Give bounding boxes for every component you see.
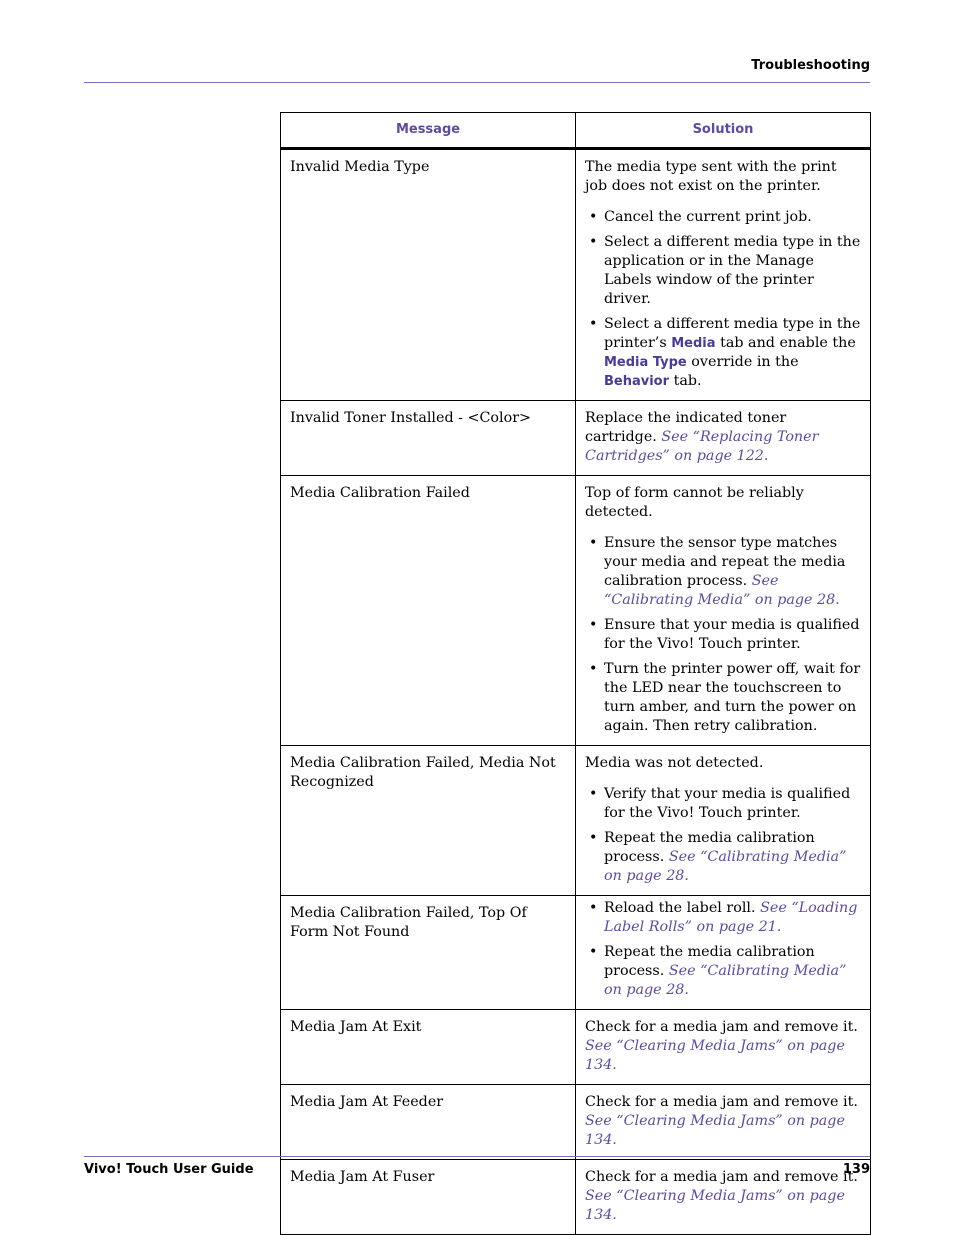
message-cell: Media Jam At Feeder [281,1085,576,1160]
list-item [585,829,861,886]
running-header: Troubleshooting [751,58,870,73]
message-cell: Media Calibration Failed, Top Of Form Not Found [281,896,576,1010]
header-rule [84,82,870,83]
cross-reference-link[interactable]: See “Clearing Media Jams” on page 134. [585,1113,845,1148]
table-row [281,746,871,896]
step-text: tab. [669,373,702,389]
message-table [280,112,871,1235]
message-cell: Invalid Media Type [281,149,576,401]
footer-guide-title: Vivo! Touch User Guide [84,1162,254,1177]
solution-cell [576,1160,871,1235]
step-text: Cancel the current print job. [604,209,812,225]
table-row [281,1085,871,1160]
message-cell: Media Calibration Failed, Media Not Recognized [281,746,576,896]
solution-steps [585,208,861,391]
solution-intro: Check for a media jam and remove it. [585,1019,858,1035]
column-header-solution: Solution [576,113,871,149]
solution-intro: Replace the indicated toner cartridge. [585,410,787,445]
solution-cell [576,476,871,746]
step-text: Select a different media type in the application or in the Manage Labels window of the printer driver. [604,234,861,307]
step-text: Repeat the media calibration process. [604,944,815,979]
table-header-row [281,113,871,149]
step-text: override in the [686,354,799,370]
table-row [281,149,871,401]
table-row [281,476,871,746]
table-row [281,401,871,476]
solution-steps [585,534,861,736]
step-text: Reload the label roll. [604,900,761,916]
step-text: Ensure the sensor type matches your media and repeat the media calibration process. [604,535,846,589]
step-text: Select a different media type in the printer’s [604,316,861,351]
solution-cell [576,149,871,401]
list-item [585,616,861,654]
table-row [281,1010,871,1085]
cross-reference-link[interactable]: See “Clearing Media Jams” on page 134. [585,1038,845,1073]
footer-rule [84,1156,870,1157]
solution-steps [585,899,861,1000]
solution-intro: Check for a media jam and remove it. [585,1169,858,1185]
solution-intro: Top of form cannot be reliably detected. [585,485,804,520]
step-text: Verify that your media is qualified for the Vivo! Touch printer. [604,786,851,821]
solution-cell [576,401,871,476]
step-text: Turn the printer power off, wait for the LED near the touchscreen to turn amber, and turn the power on again. Then retry calibration. [604,661,861,734]
list-item [585,534,861,610]
list-item [585,785,861,823]
solution-cell [576,896,871,1010]
list-item [585,943,861,1000]
solution-steps [585,785,861,886]
table-row [281,896,871,1010]
ui-term-media-type: Media Type [604,355,687,370]
list-item [585,660,861,736]
list-item [585,233,861,309]
step-text: Ensure that your media is qualified for the Vivo! Touch printer. [604,617,860,652]
message-cell: Invalid Toner Installed - <Color> [281,401,576,476]
cross-reference-link[interactable]: See “Replacing Toner Cartridges” on page 122. [585,429,819,464]
solution-cell [576,746,871,896]
list-item [585,899,861,937]
message-cell: Media Jam At Fuser [281,1160,576,1235]
list-item [585,315,861,391]
message-cell: Media Jam At Exit [281,1010,576,1085]
table-row [281,1160,871,1235]
solution-cell [576,1010,871,1085]
solution-intro: Media was not detected. [585,755,764,771]
cross-reference-link[interactable]: See “Calibrating Media” on page 28. [604,573,840,608]
message-cell: Media Calibration Failed [281,476,576,746]
solution-intro: The media type sent with the print job does not exist on the printer. [585,159,837,194]
cross-reference-link[interactable]: See “Loading Label Rolls” on page 21. [604,900,858,935]
solution-cell [576,1085,871,1160]
ui-term-behavior: Behavior [604,374,670,389]
column-header-message: Message [281,113,576,149]
step-text: Repeat the media calibration process. [604,830,815,865]
page-number: 139 [842,1162,870,1177]
cross-reference-link[interactable]: See “Calibrating Media” on page 28. [604,849,847,884]
ui-term-media: Media [671,336,716,351]
cross-reference-link[interactable]: See “Clearing Media Jams” on page 134. [585,1188,845,1223]
solution-intro: Check for a media jam and remove it. [585,1094,858,1110]
cross-reference-link[interactable]: See “Calibrating Media” on page 28. [604,963,847,998]
list-item [585,208,861,227]
step-text: tab and enable the [715,335,856,351]
